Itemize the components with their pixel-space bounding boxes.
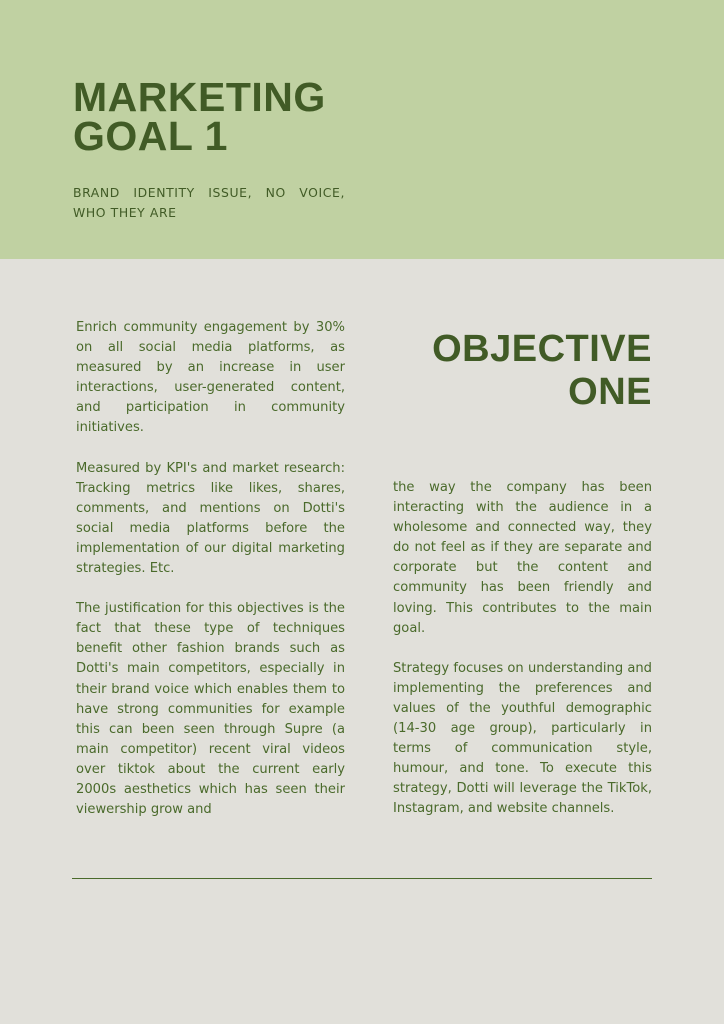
justification-paragraph: The justification for this objectives is the fact that these type of techniques benefit other fashion brands such as Dotti's main competitors, especially in their brand voice which enables them to have strong communities for example this can been seen through Supre (a main competitor) recent viral videos over tiktok about the current early 2000s aesthetics which has seen their viewership grow and [76, 601, 345, 818]
title-line-2: GOAL 1 [73, 113, 228, 159]
objective-heading [392, 328, 652, 414]
justification-continued-paragraph: the way the company has been interacting with the audience in a wholesome and connected way, they do not feel as if they are separate and corporate but the content and community has been friendly and loving. This contributes to the main goal. [393, 480, 652, 636]
strategy-paragraph: Strategy focuses on understanding and implementing the preferences and values of the youthful demographic (14-30 age group), particularly in terms of communication style, humour, and tone. To execute this strategy, Dotti will leverage the TikTok, Instagram, and website channels. [393, 660, 652, 817]
objective-line-1: OBJECTIVE [432, 328, 652, 370]
title-line-1: MARKETING [73, 74, 326, 120]
divider-line [72, 878, 652, 879]
measurement-paragraph: Measured by KPI's and market research: Tracking metrics like likes, shares, comments, and mentions on Dotti's social media platforms before the implementation of our digital marketing strategies. Etc. [76, 460, 345, 577]
objective-line-2: ONE [568, 371, 652, 413]
page-subtitle: BRAND IDENTITY ISSUE, NO VOICE, WHO THEY ARE [73, 185, 345, 220]
right-text-column [393, 478, 652, 820]
left-text-column [76, 318, 345, 820]
page-title [73, 74, 373, 159]
header-banner [0, 0, 724, 259]
goal-paragraph: Enrich community engagement by 30% on all social media platforms, as measured by an increase in user interactions, user-generated content, and participation in community initiatives. [76, 320, 345, 436]
